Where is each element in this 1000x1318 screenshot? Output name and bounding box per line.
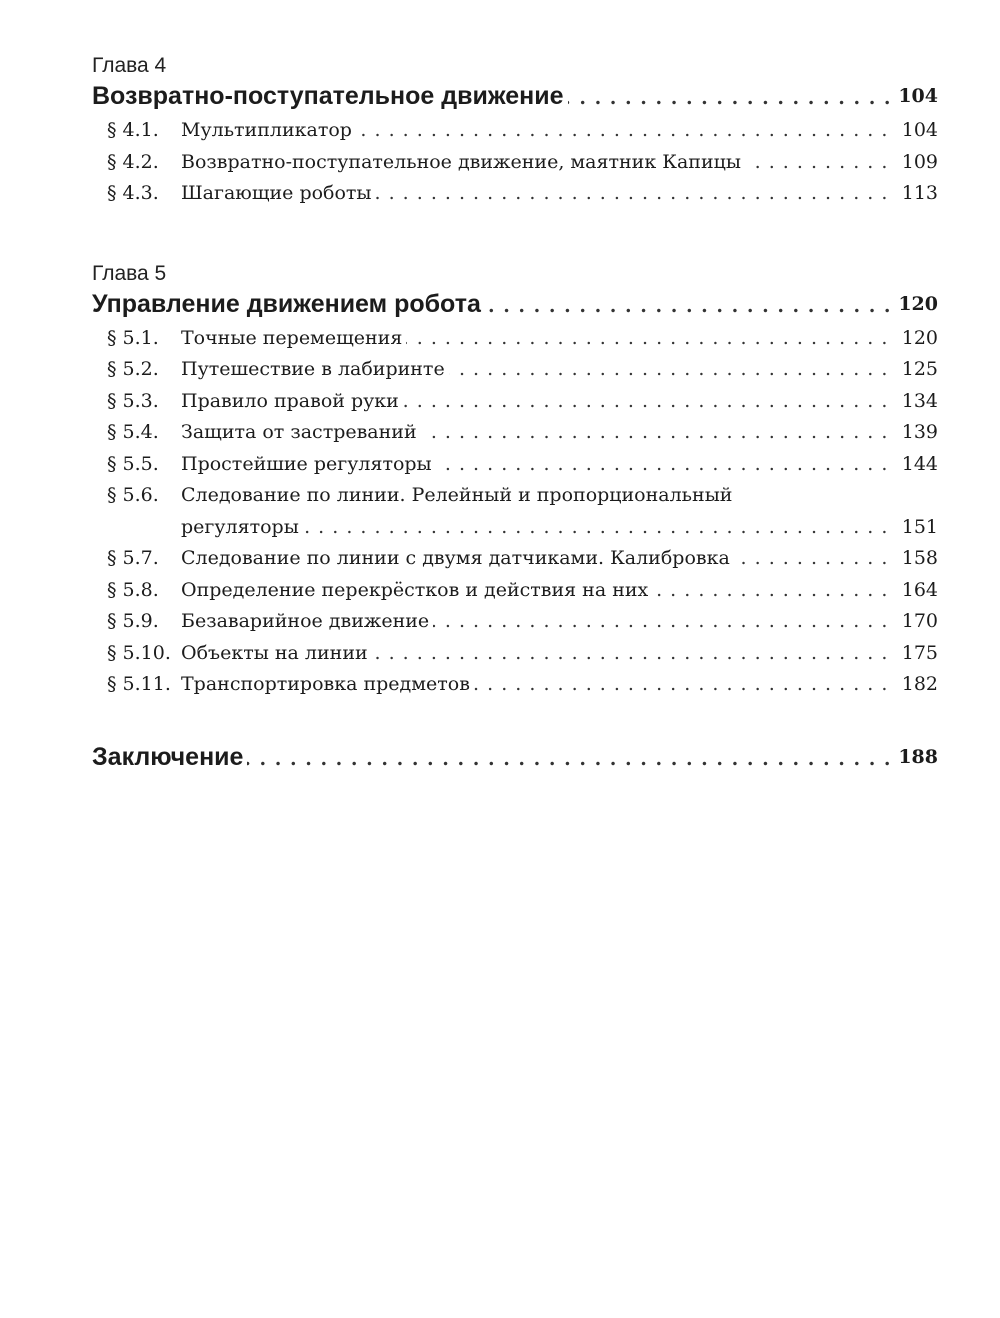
section-list [92,323,938,701]
section-title: Точные перемещения [181,326,403,349]
toc-entry[interactable] [107,575,938,607]
section-title: Транспортировка предметов [181,673,470,695]
section-number: § 5.1. [107,326,159,349]
toc-entry[interactable] [107,638,938,670]
section-number: § 5.10. [107,641,171,664]
section-number: § 5.4. [107,421,159,443]
section-title: Определение перекрёстков и действия на них [181,578,649,601]
page-number: 125 [896,354,938,386]
chapter-title: Возвратно-поступательное движение [92,80,568,113]
section-title: Мультипликатор [181,119,352,141]
section-title: Объекты на линии [181,641,368,664]
section-number: § 5.2. [107,358,159,380]
section-list [92,115,938,210]
table-of-contents [92,52,938,774]
section-title: Безаварийное движение [181,610,430,632]
toc-entry[interactable] [92,288,938,321]
page-number: 144 [896,449,938,481]
toc-entry[interactable] [107,543,938,575]
page-number: 164 [896,575,938,607]
page-number: 139 [896,417,938,449]
section-title: Простейшие регуляторы [181,452,432,475]
page-number: 104 [892,80,938,113]
page-number: 170 [896,606,938,638]
chapter-label: Глава 5 [92,261,167,285]
section-number: § 5.3. [107,389,159,412]
toc-entry[interactable] [107,115,938,147]
section-title: Правило правой руки [181,389,399,412]
page-number: 175 [896,638,938,670]
conclusion-title: Заключение [92,741,247,774]
section-number: § 5.7. [107,547,159,569]
toc-entry[interactable] [107,354,938,386]
section-title-continued: регуляторы [107,512,303,544]
section-title: Путешествие в лабиринте [181,358,445,380]
chapter-label: Глава 4 [92,54,167,77]
page-number: 134 [896,386,938,418]
page-number: 182 [896,669,938,701]
toc-entry[interactable] [107,386,938,418]
page-number: 104 [896,115,938,147]
chapter-4 [92,52,938,210]
section-number: § 4.3. [107,182,159,204]
toc-entry[interactable] [107,669,938,701]
section-number: § 5.11. [107,673,171,695]
toc-entry[interactable] [107,449,938,481]
section-number: § 4.2. [107,150,159,173]
section-title: Следование по линии с двумя датчиками. Калибровка [181,547,730,569]
chapter-5 [92,260,938,701]
page-number: 120 [896,323,938,355]
section-number: § 5.5. [107,452,159,475]
page-number: 188 [892,741,938,774]
toc-entry[interactable] [107,417,938,449]
section-title: Следование по линии. Релейный и пропорциональный [181,484,733,506]
toc-entry[interactable] [107,147,938,179]
page-number: 158 [896,543,938,575]
toc-entry[interactable] [107,606,938,638]
toc-entry[interactable] [107,178,938,210]
section-title: Шагающие роботы [181,182,372,204]
page-number: 113 [896,178,938,210]
section-title: Возвратно-поступательное движение, маятник Капицы [181,150,741,173]
page-number: 109 [896,147,938,179]
section-number: § 4.1. [107,119,159,141]
section-number: § 5.6. [107,484,159,506]
toc-entry[interactable] [107,323,938,355]
toc-entry-conclusion[interactable] [92,741,938,774]
page-number: 151 [896,512,938,544]
toc-entry-continuation[interactable] [107,512,938,544]
toc-entry[interactable] [107,480,938,512]
toc-entry[interactable] [92,80,938,113]
chapter-title: Управление движением робота [92,288,485,321]
section-number: § 5.9. [107,610,159,632]
page-number: 120 [892,288,938,321]
section-number: § 5.8. [107,578,159,601]
section-title: Защита от застреваний [181,421,417,443]
